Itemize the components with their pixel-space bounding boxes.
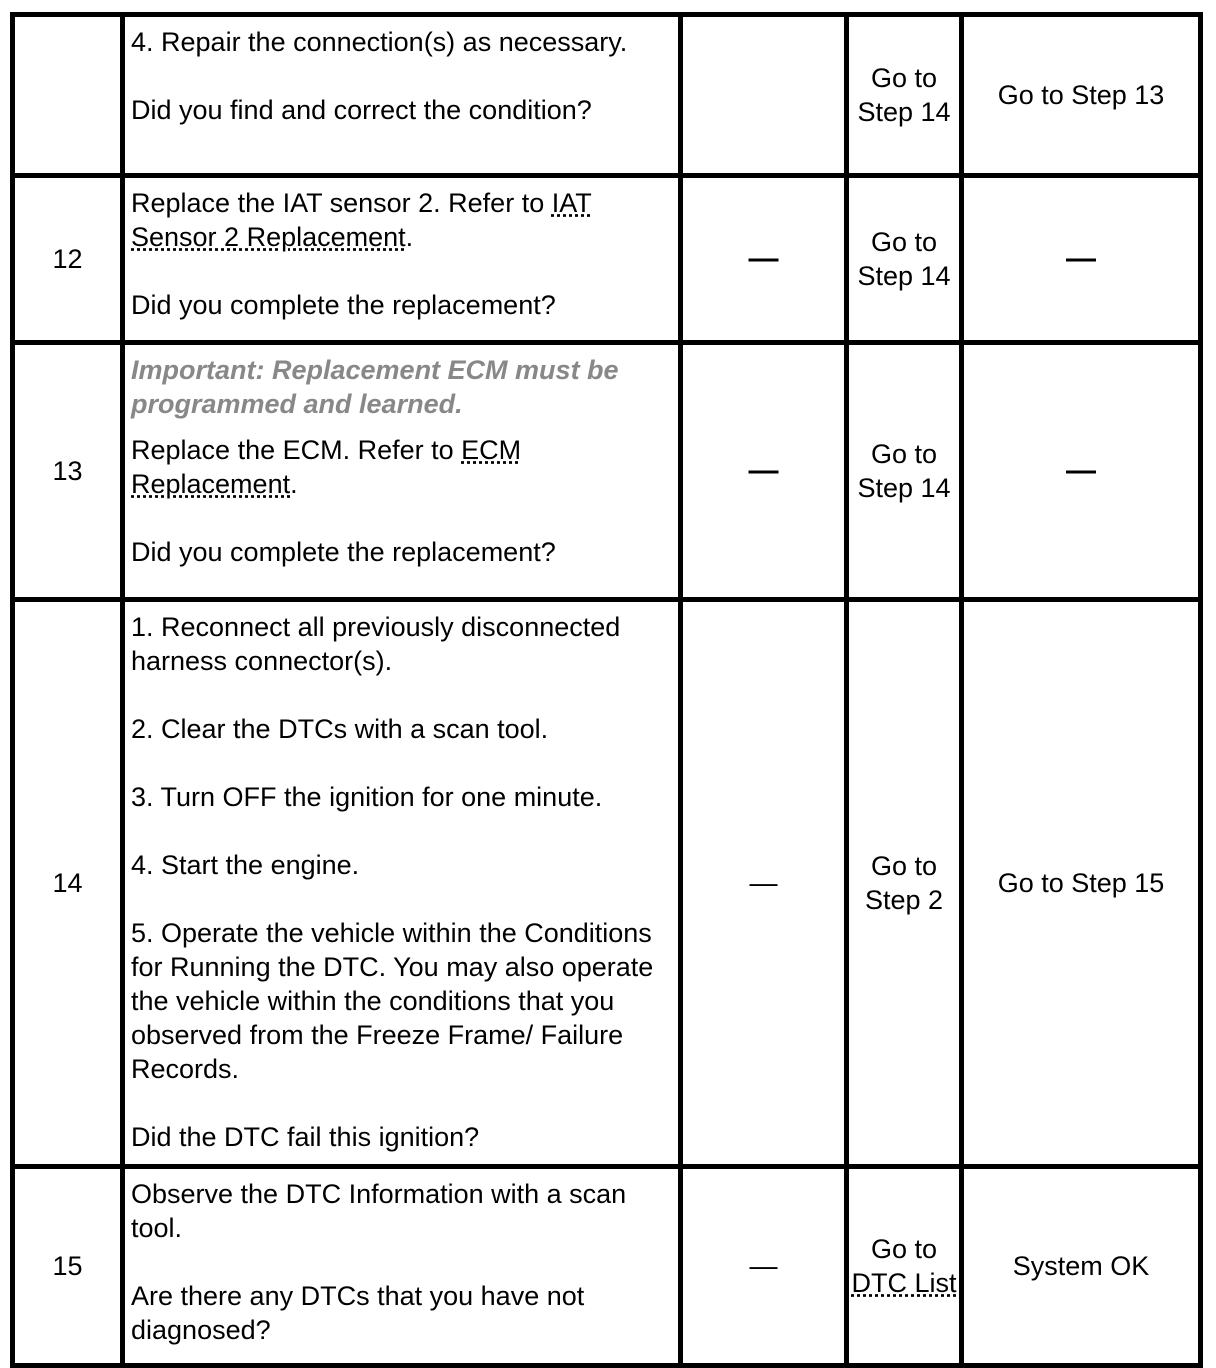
action-line: 1. Reconnect all previously disconnected harness connector(s). xyxy=(131,612,621,676)
action-line: 2. Clear the DTCs with a scan tool. xyxy=(131,714,549,744)
value-cell: — xyxy=(681,343,847,600)
table-row xyxy=(13,15,1201,176)
action-cell xyxy=(123,15,681,176)
step-number: 15 xyxy=(13,1167,123,1366)
ecm-replacement-link[interactable]: ECM Replacement xyxy=(131,435,522,499)
action-text: Replace the ECM. Refer to xyxy=(131,435,462,465)
step-number: 14 xyxy=(13,600,123,1167)
yes-cell xyxy=(847,1167,962,1366)
table-row xyxy=(13,1167,1201,1366)
action-cell xyxy=(123,1167,681,1366)
value-cell: — xyxy=(681,600,847,1167)
important-note: Important: Replacement ECM must be programmed and learned. xyxy=(131,355,619,419)
action-line xyxy=(131,433,672,501)
action-cell xyxy=(123,343,681,600)
action-cell xyxy=(123,176,681,343)
yes-text: Go to xyxy=(870,1234,938,1264)
no-cell: System OK xyxy=(962,1167,1201,1366)
yes-cell: Go to Step 14 xyxy=(847,343,962,600)
value-cell: — xyxy=(681,176,847,343)
yes-cell: Go to Step 14 xyxy=(847,15,962,176)
action-question: Did you find and correct the condition? xyxy=(131,95,592,125)
dtc-list-link[interactable]: DTC List xyxy=(851,1268,957,1298)
action-line: Observe the DTC Information with a scan tool. xyxy=(131,1179,627,1243)
step-number xyxy=(13,15,123,176)
step-number: 12 xyxy=(13,176,123,343)
action-question: Are there any DTCs that you have not diagnosed? xyxy=(131,1281,585,1345)
action-text: Replace the IAT sensor 2. Refer to xyxy=(131,188,552,218)
value-cell: — xyxy=(681,1167,847,1366)
action-cell xyxy=(123,600,681,1167)
yes-cell: Go to Step 2 xyxy=(847,600,962,1167)
no-cell: Go to Step 15 xyxy=(962,600,1201,1167)
action-text-end: . xyxy=(405,222,414,252)
action-line: 4. Start the engine. xyxy=(131,850,360,880)
value-cell xyxy=(681,15,847,176)
yes-cell: Go to Step 14 xyxy=(847,176,962,343)
action-line: 5. Operate the vehicle within the Conditions for Running the DTC. You may also operate the vehicle within the conditions that you observed from the Freeze Frame/ Failure Records. xyxy=(131,918,654,1084)
no-cell: Go to Step 13 xyxy=(962,15,1201,176)
action-question: Did the DTC fail this ignition? xyxy=(131,1122,480,1152)
action-line xyxy=(131,186,672,254)
action-line: 3. Turn OFF the ignition for one minute. xyxy=(131,782,603,812)
table-row xyxy=(13,176,1201,343)
action-question: Did you complete the replacement? xyxy=(131,537,556,567)
no-cell: — xyxy=(962,176,1201,343)
action-line: 4. Repair the connection(s) as necessary. xyxy=(131,27,628,57)
action-text-end: . xyxy=(290,469,298,499)
iat-sensor-replacement-link[interactable]: IAT Sensor 2 Replacement xyxy=(131,188,592,252)
no-cell: — xyxy=(962,343,1201,600)
table-row xyxy=(13,343,1201,600)
action-question: Did you complete the replacement? xyxy=(131,290,556,320)
table-row xyxy=(13,600,1201,1167)
diagnostic-table xyxy=(10,12,1203,1368)
step-number: 13 xyxy=(13,343,123,600)
